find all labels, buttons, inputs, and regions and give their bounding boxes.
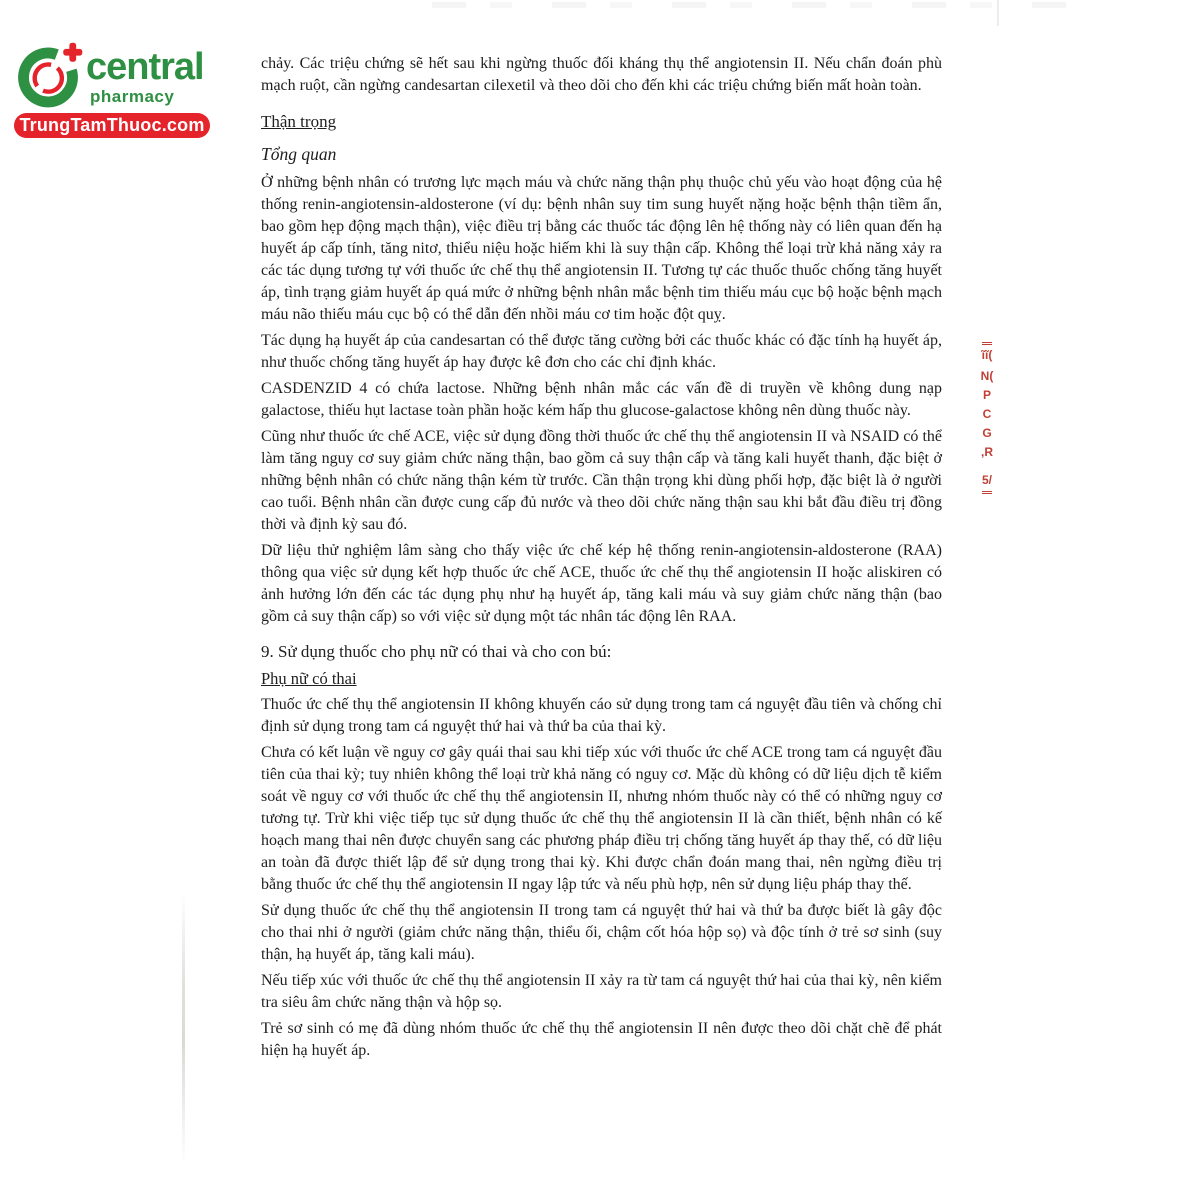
scan-edge-artifact (432, 2, 1082, 8)
heading-pregnant-women: Phụ nữ có thai (261, 669, 357, 688)
paragraph-dual-raa-blockade: Dữ liệu thử nghiệm lâm sàng cho thấy việc ức chế kép hệ thống renin-angiotensin-aldosterone (RAA) thông qua việc sử dụng kết hợp thuốc ức chế ACE, thuốc ức chế thụ thể angiotensin II hoặc aliskiren có ảnh hưởng lớn đến các tác dụng phụ như hạ huyết áp, tăng kali máu và suy giảm chức năng thận (bao gồm cả suy thận cấp) so với việc sử dụng một tác nhân tác động lên RAA. (261, 542, 942, 625)
paragraph-fetal-toxicity: Sử dụng thuốc ức chế thụ thể angiotensin II trong tam cá nguyệt thứ hai và thứ ba được biết là gây độc cho thai nhi ở người (giảm chức năng thận, thiểu ối, chậm cốt hóa hộp sọ) và độc tính ở trẻ sơ sinh (suy thận, hạ huyết áp, tăng kali máu). (261, 902, 942, 963)
pharmacy-logo (12, 40, 212, 140)
stamp-fragment: 5/ (982, 471, 992, 494)
paragraph-hypotensive-effect: Tác dụng hạ huyết áp của candesartan có thể được tăng cường bởi các thuốc khác có đặc tính hạ huyết áp, như thuốc chống tăng huyết áp hay được kê đơn cho các chỉ định khác. (261, 332, 942, 371)
logo-subtitle-text: pharmacy (90, 87, 175, 106)
stamp-fragment: ,R (981, 445, 993, 459)
heading-precautions: Thận trọng (261, 112, 337, 131)
stamp-fragment: C (982, 407, 992, 421)
paragraph-ultrasound-check: Nếu tiếp xúc với thuốc ức chế thụ thể angiotensin II xảy ra từ tam cá nguyệt thứ hai của thai kỳ, nên kiểm tra siêu âm chức năng thận và hộp sọ. (261, 972, 942, 1011)
stamp-fragment: G (982, 426, 992, 440)
paragraph-raas-dependent-patients: Ở những bệnh nhân có trương lực mạch máu và chức năng thận phụ thuộc chủ yếu vào hoạt động của hệ thống renin-angiotensin-aldosterone (ví dụ: bệnh nhân suy tim sung huyết nặng hoặc bệnh thận tiềm ẩn, bao gồm hẹp động mạch thận), việc điều trị bằng các thuốc tác động lên hệ thống này có liên quan đến hạ huyết áp cấp tính, tăng nitơ, thiểu niệu hoặc hiếm khi là suy thận cấp. Không thể loại trừ khả năng xảy ra các tác dụng tương tự với thuốc ức chế thụ thể angiotensin II. Tương tự các thuốc thuốc chống tăng huyết áp, tình trạng giảm huyết áp quá mức ở những bệnh nhân mắc bệnh tim thiếu máu cục bộ hoặc bệnh mạch máu não thiếu máu cục bộ có thể dẫn đến nhồi máu cơ tim hoặc đột quỵ. (261, 174, 942, 323)
paragraph-newborn-monitoring: Trẻ sơ sinh có mẹ đã dùng nhóm thuốc ức chế thụ thể angiotensin II nên được theo dõi chặt chẽ để phát hiện hạ huyết áp. (261, 1020, 942, 1059)
logo-website-badge: TrungTamThuoc.com (14, 113, 210, 138)
paragraph-nsaid-interaction: Cũng như thuốc ức chế ACE, việc sử dụng đồng thời thuốc ức chế thụ thể angiotensin II và NSAID có thể làm tăng nguy cơ suy giảm chức năng thận, bao gồm cả suy thận cấp và tăng kali huyết thanh, đặc biệt ở những bệnh nhân có chức năng thận kém từ trước. Cần thận trọng khi dùng phối hợp, đặc biệt là ở người cao tuổi. Bệnh nhân cần được cung cấp đủ nước và theo dõi chức năng thận sau khi bắt đầu điều trị đồng thời và định kỳ sau đó. (261, 428, 942, 533)
paragraph-angioedema-continuation: chảy. Các triệu chứng sẽ hết sau khi ngừng thuốc đối kháng thụ thể angiotensin II. Nếu chẩn đoán phù mạch ruột, cần ngừng candesartan cilexetil và theo dõi cho đến khi các triệu chứng biến mất hoàn toàn. (261, 55, 942, 94)
leaflet-text-column (261, 53, 942, 1066)
stamp-fragment: P (982, 388, 991, 402)
stamp-fragment: ĩĩ( (982, 342, 993, 365)
margin-stamp (974, 342, 1000, 494)
scan-crease-artifact (997, 0, 999, 26)
scan-fold-artifact (182, 893, 185, 1165)
paragraph-trimester-contraindication: Thuốc ức chế thụ thể angiotensin II không khuyến cáo sử dụng trong tam cá nguyệt đầu tiên và chống chỉ định sử dụng trong tam cá nguyệt thứ hai và thứ ba của thai kỳ. (261, 696, 942, 735)
heading-pregnancy-lactation-section: 9. Sử dụng thuốc cho phụ nữ có thai và cho con bú: (261, 642, 612, 661)
heading-overview: Tổng quan (261, 144, 337, 164)
central-pharmacy-logo-icon (16, 40, 86, 108)
paragraph-teratogenic-risk: Chưa có kết luận về nguy cơ gây quái thai sau khi tiếp xúc với thuốc ức chế ACE trong tam cá nguyệt đầu tiên của thai kỳ; tuy nhiên không thể loại trừ khả năng có nguy cơ. Mặc dù không có dữ liệu dịch tễ kiểm soát về nguy cơ với thuốc ức chế thụ thể angiotensin II, nhưng nhóm thuốc này có thể có những nguy cơ tương tự. Trừ khi việc tiếp tục sử dụng thuốc ức chế thụ thể angiotensin II là cần thiết, bệnh nhân có kế hoạch mang thai nên được chuyển sang các phương pháp điều trị chống tăng huyết áp thay thế, có dữ liệu an toàn đã được thiết lập để sử dụng trong thai kỳ. Khi được chẩn đoán mang thai, nên ngừng điều trị bằng thuốc ức chế thụ thể angiotensin II ngay lập tức và nếu phù hợp, nên sử dụng liệu pháp thay thế. (261, 744, 942, 893)
stamp-fragment: N( (980, 369, 994, 383)
logo-brand-text: central (86, 46, 204, 88)
paragraph-lactose-warning: CASDENZID 4 có chứa lactose. Những bệnh nhân mắc các vấn đề di truyền về không dung nạp galactose, thiếu hụt lactase toàn phần hoặc kém hấp thu glucose-galactose không nên dùng thuốc này. (261, 380, 942, 419)
